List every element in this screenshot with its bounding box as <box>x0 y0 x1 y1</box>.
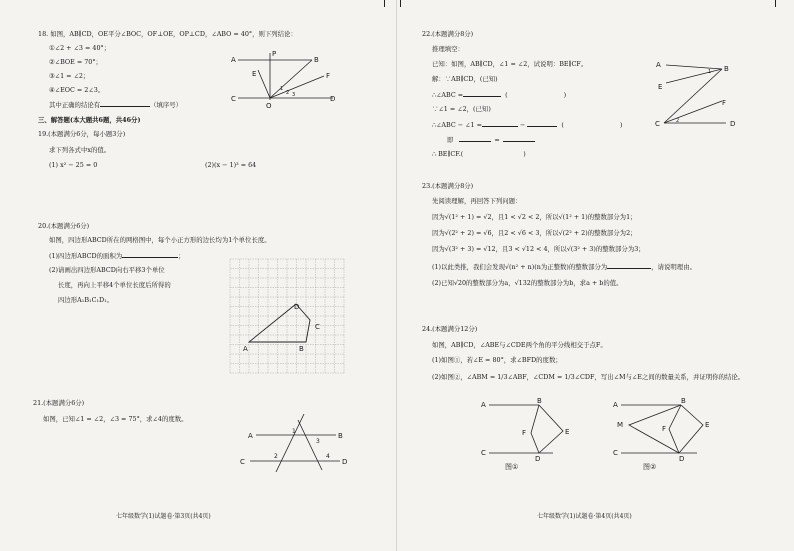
q24-part-1: (1)如图①，若∠E = 80°，求∠BFD的度数； <box>432 356 562 364</box>
q18-stem: 18. 如图，AB∥CD，OE平分∠BOC，OF⊥OE，OP⊥CD，∠ABO = 40°，则下列结论： <box>38 30 297 38</box>
figure-1-caption: 图① <box>505 463 519 471</box>
label-D: D <box>535 455 541 463</box>
q22-reason-1[interactable] <box>508 91 564 97</box>
label-E: E <box>565 428 570 436</box>
label-F: F <box>722 99 727 107</box>
q23-answer-blank[interactable] <box>607 262 651 269</box>
q19-prompt: 求下列各式中x的值。 <box>49 146 111 154</box>
angle-1: 1 <box>280 86 284 92</box>
q22-figure <box>652 55 762 135</box>
q22-step-6: ∴ BE∥CF.( ) <box>432 150 526 158</box>
label-P: P <box>272 50 277 58</box>
label-O: O <box>266 102 272 110</box>
angle-2: 2 <box>286 90 290 96</box>
q21-title: 21.(本题满分6分) <box>33 399 85 407</box>
label-A: A <box>248 432 253 440</box>
q22-step-3: ∵∠1 = ∠2，(已知) <box>432 105 491 113</box>
label-C: C <box>613 449 618 457</box>
q18-option-4: ④∠EOC = 2∠3。 <box>49 86 105 94</box>
q20-part-2b: 长度，再向上平移4个单位长度后所得的 <box>58 281 171 289</box>
label-B: B <box>299 345 304 353</box>
q24-figure-1 <box>477 395 587 475</box>
page-footer: 七年级数学(1)试题卷·第3页(共4页) <box>116 513 211 520</box>
section-3-heading: 三、解答题(本大题共6题，共46分) <box>38 116 141 124</box>
label-A: A <box>656 61 661 69</box>
q22-fill: 推理填空： <box>432 45 464 53</box>
page-footer: 七年级数学(1)试题卷·第4页(共4页) <box>537 513 632 520</box>
q23-part-1: (1)以此类推，我们会发现√(n² + n)(n为正整数)的整数部分为 ，请说明理由。 <box>432 263 696 271</box>
label-A: A <box>481 401 486 409</box>
label-F: F <box>326 72 331 80</box>
label-C: C <box>240 458 245 466</box>
q18-answer-blank[interactable] <box>100 100 150 107</box>
q20-grid-figure[interactable] <box>229 258 351 374</box>
label-D: D <box>294 303 300 311</box>
label-F: F <box>522 429 527 437</box>
label-D: D <box>330 95 336 103</box>
q18-figure <box>228 48 340 110</box>
q22-blank-1[interactable] <box>463 90 501 97</box>
q22-title: 22.(本题满分8分) <box>422 30 474 38</box>
label-B: B <box>314 56 319 64</box>
label-A: A <box>613 401 618 409</box>
q18-answer-line: 其中正确的结论有 （填序号） <box>49 101 183 109</box>
label-E: E <box>658 83 663 91</box>
label-C: C <box>315 323 320 331</box>
label-E: E <box>705 421 710 429</box>
q20-part-2a: (2)请画出四边形ABCD向右平移3个单位 <box>49 266 165 274</box>
q20-part-2c: 四边形A₁B₁C₁D₁。 <box>58 296 114 304</box>
label-M: M <box>617 421 624 429</box>
q22-reason-3[interactable] <box>463 150 523 156</box>
angle-1: 1 <box>708 69 712 75</box>
label-C: C <box>655 120 660 128</box>
q22-step-2: ∴∠ABC = ( ) <box>432 91 567 99</box>
q19-part-1: (1) x² − 25 = 0 <box>49 161 98 169</box>
q22-step-1: 解：∵AB∥CD，(已知) <box>432 75 498 83</box>
q20-area-blank[interactable] <box>122 251 178 258</box>
q22-reason-2[interactable] <box>564 121 620 127</box>
q19-part-2: (2)(x − 1)³ = 64 <box>205 161 257 169</box>
label-C: C <box>481 449 486 457</box>
angle-3: 3 <box>292 92 296 98</box>
angle-3: 3 <box>316 438 320 445</box>
q23-line-3: 因为√(3² + 3) = √12，且3 < √12 < 4，所以√(3² + 3)的整数部分为3； <box>432 245 645 253</box>
q22-blank-3[interactable] <box>527 120 557 127</box>
label-C: C <box>231 95 236 103</box>
q21-figure <box>236 412 356 472</box>
q22-given: 已知：如图，AB∥CD，∠1 = ∠2，试说明：BE∥CF。 <box>432 60 588 68</box>
label-B: B <box>338 432 343 440</box>
q24-part-2: (2)如图②，∠ABM = 1/3∠ABF，∠CDM = 1/3∠CDF，写出∠M与∠E之间的数量关系，并证明你的结论。 <box>432 373 745 381</box>
q23-line-2: 因为√(2² + 2) = √6，且2 < √6 < 3，所以√(2² + 2)的整数部分为2； <box>432 229 637 237</box>
label-D: D <box>730 120 736 128</box>
quadrilateral-ABCD <box>249 304 310 342</box>
label-F: F <box>662 425 667 433</box>
q19-title: 19.(本题满分6分，每小题3分) <box>38 130 126 138</box>
q23-prompt: 先阅读理解，再回答下列问题： <box>432 197 522 205</box>
angle-1: 1 <box>292 428 296 435</box>
label-B: B <box>724 65 729 73</box>
q24-prompt: 如图，AB∥CD，∠ABE与∠CDE两个角的平分线相交于点F。 <box>432 341 607 349</box>
q22-step-5: 即 = <box>447 135 535 144</box>
q23-title: 23.(本题满分8分) <box>422 182 474 190</box>
angle-2: 2 <box>676 118 680 124</box>
q24-figure-2 <box>607 395 722 475</box>
q23-part-2: (2)已知√20的整数部分为a，√132的整数部分为b，求a + b的值。 <box>432 279 623 287</box>
angle-2: 2 <box>274 453 278 460</box>
q22-blank-4[interactable] <box>459 135 491 142</box>
q22-step-4: ∴∠ABC − ∠1 = − ( ) <box>432 121 623 129</box>
label-A: A <box>231 56 236 64</box>
q21-prompt: 如图，已知∠1 = ∠2，∠3 = 75°，求∠4的度数。 <box>43 415 188 423</box>
exam-page-4 <box>397 0 794 551</box>
angle-4: 4 <box>326 453 330 460</box>
label-A: A <box>243 345 248 353</box>
q22-blank-5[interactable] <box>503 135 535 142</box>
label-D: D <box>679 455 685 463</box>
q20-title: 20.(本题满分6分) <box>38 222 90 230</box>
figure-2-caption: 图② <box>643 463 657 471</box>
label-D: D <box>342 458 348 466</box>
q20-part-1: (1)四边形ABCD的面积为 ； <box>49 252 185 260</box>
q18-option-3: ③∠1 = ∠2； <box>49 72 90 80</box>
q18-option-2: ②∠BOE = 70°； <box>49 58 102 66</box>
label-B: B <box>681 397 686 405</box>
q20-prompt: 如图，四边形ABCD所在的网格图中，每个小正方形的边长均为1个单位长度。 <box>49 236 271 244</box>
label-B: B <box>537 397 542 405</box>
q24-title: 24.(本题满分12分) <box>422 325 478 333</box>
q22-blank-2[interactable] <box>482 120 518 127</box>
label-E: E <box>252 70 257 78</box>
q18-option-1: ①∠2 + ∠3 = 40°； <box>49 44 111 52</box>
q23-line-1: 因为√(1² + 1) = √2，且1 < √2 < 2，所以√(1² + 1)的整数部分为1； <box>432 213 637 221</box>
